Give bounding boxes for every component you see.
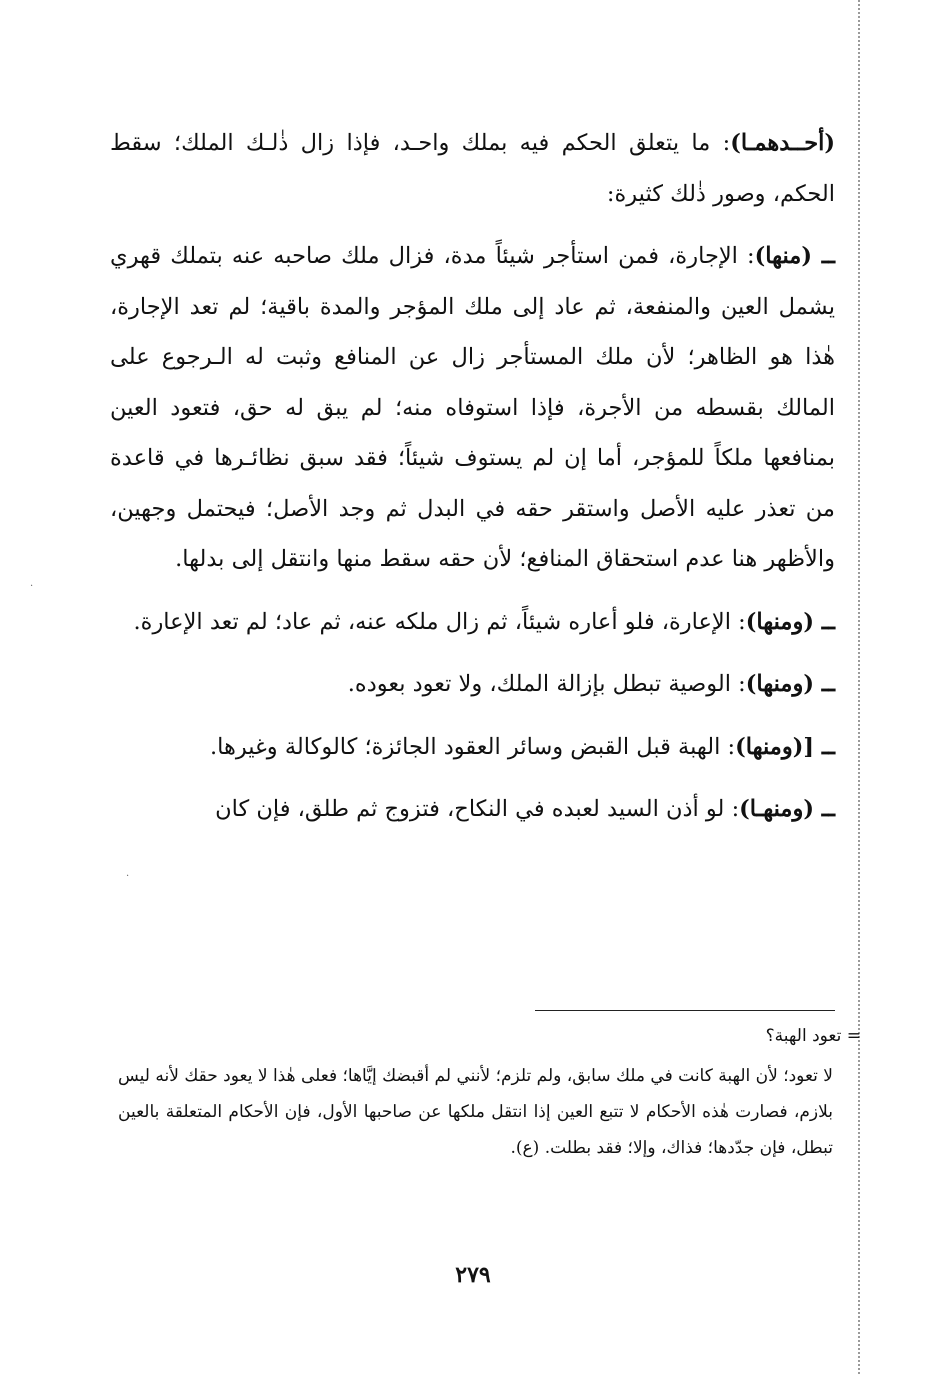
page-number: ٢٧٩ — [455, 1262, 491, 1288]
main-text — [110, 118, 835, 847]
paragraph-intro — [110, 118, 835, 219]
paragraph-wasiyya — [110, 659, 835, 710]
paragraph-iara — [110, 597, 835, 648]
paragraph-lead: (أحــدهمـا) — [730, 130, 835, 156]
paragraph-lead: ــ (منها) — [754, 243, 835, 269]
scan-speck: . — [126, 868, 130, 879]
paragraph-lead: ــ (ومنهـا) — [739, 796, 835, 822]
paragraph-nikah — [110, 784, 835, 835]
paragraph-text: : الوصية تبطل بإزالة الملك، ولا تعود بعوده. — [347, 671, 746, 697]
paragraph-lead: ــ (ومنها) — [745, 608, 835, 635]
footnote-separator — [535, 1010, 835, 1011]
paragraph-text: : الإعارة، فلو أعاره شيئاً، ثم زال ملكه عنه، ثم عاد؛ لم تعد الإعارة. — [133, 608, 746, 635]
paragraph-lead: ــ (ومنها) — [745, 671, 835, 697]
scan-speck: . — [30, 578, 34, 589]
paragraph-lead: ــ [(ومنها) — [735, 733, 835, 760]
paragraph-text: : ما يتعلق الحكم فيه بملك واحـد، فإذا زال ذٰلـك الملك؛ سقط الحكم، وصور ذٰلك كثيرة: — [110, 130, 835, 207]
paragraph-text: : لو أذن السيد لعبده في النكاح، فتزوج ثم طلق، فإن كان — [215, 796, 740, 822]
paragraph-text: : الهبة قبل القبض وسائر العقود الجائزة؛ كالوكالة وغيرها. — [209, 733, 736, 760]
binding-gutter-line — [858, 0, 860, 1374]
paragraph-hiba — [110, 722, 835, 773]
paragraph-text: : الإجارة، فمن استأجر شيئاً مدة، فزال ملك صاحبه عنه بتملك قهري يشمل العين والمنفعة، ثم عاد إلى ملك المؤجر والمدة باقية؛ لم تعد الإجارة، هٰذا هو الظاهر؛ لأن ملك المستأجر زال عن المنافع وثبت له الـرجوع على المالك بقسطه من الأجرة، فإذا استوفاه منه؛ لم يبق له حق، فتعود العين بمنافعها ملكاً للمؤجر، أما إن لم يستوف شيئاً؛ فقد سبق نظائـرها في قاعدة من تعذر عليه الأصل واستقر حقه في البدل ثم وجد الأصل؛ فيحتمل وجهين، والأظهر هنا عدم استحقاق المنافع؛ لأن حقه سقط منها وانتقل إلى بدلها. — [110, 243, 835, 572]
footnote-continuation: = تعود الهبة؟ — [765, 1026, 861, 1046]
paragraph-ijara — [110, 231, 835, 585]
footnote-text: لا تعود؛ لأن الهبة كانت في ملك سابق، ولم تلزم؛ لأنني لم أقبضك إيَّاها؛ فعلى هٰذا لا يعود حقك لأنه ليس بلازم، فصارت هٰذه الأحكام لا تتبع العين إذا انتقل ملكها عن صاحبها الأول، فإن الأحكام المتعلقة بالعين تبطل، فإن جدّدها؛ فذاك، وإلا؛ فقد بطلت. (ع). — [118, 1066, 833, 1158]
